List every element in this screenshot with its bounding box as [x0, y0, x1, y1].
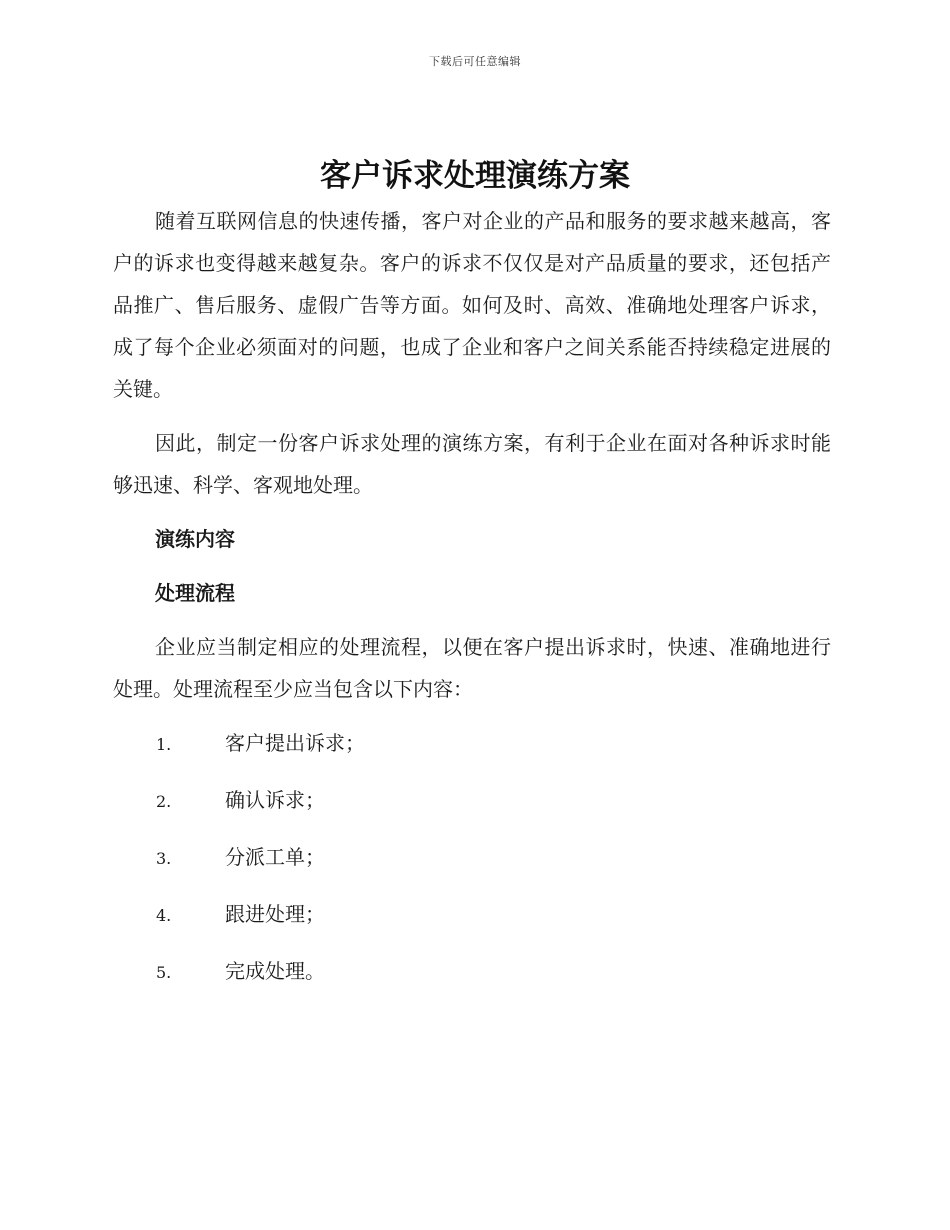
list-item-text: 客户提出诉求； [225, 731, 365, 755]
list-item [113, 836, 831, 880]
list-item-number: 4. [156, 906, 172, 925]
process-paragraph: 企业应当制定相应的处理流程，以便在客户提出诉求时，快速、准确地进行处理。处理流程至少应当包含以下内容： [113, 635, 831, 701]
purpose-paragraph: 因此，制定一份客户诉求处理的演练方案，有利于企业在面对各种诉求时能够迅速、科学、客观地处理。 [113, 431, 831, 497]
list-item-number: 3. [156, 849, 172, 868]
list-item-number: 2. [156, 792, 172, 811]
list-item [113, 950, 831, 994]
list-item-number: 1. [156, 735, 172, 754]
list-item [113, 722, 831, 766]
process-steps-list [113, 722, 831, 994]
list-item-text: 跟进处理； [225, 902, 325, 926]
list-item-number: 5. [156, 963, 172, 982]
document-title: 客户诉求处理演练方案 [320, 158, 630, 194]
list-item-text: 确认诉求； [225, 788, 325, 812]
section-heading: 演练内容 [155, 527, 235, 551]
subsection-heading: 处理流程 [155, 581, 235, 605]
header-note: 下载后可任意编辑 [429, 55, 521, 68]
document-body [113, 200, 831, 1007]
intro-paragraph: 随着互联网信息的快速传播，客户对企业的产品和服务的要求越来越高，客户的诉求也变得越来越复杂。客户的诉求不仅仅是对产品质量的要求，还包括产品推广、售后服务、虚假广告等方面。如何及时、高效、准确地处理客户诉求，成了每个企业必须面对的问题，也成了企业和客户之间关系能否持续稳定进展的关键。 [113, 209, 831, 401]
list-item [113, 779, 831, 823]
list-item-text: 完成处理。 [225, 959, 325, 983]
list-item-text: 分派工单； [225, 845, 325, 869]
list-item [113, 893, 831, 937]
